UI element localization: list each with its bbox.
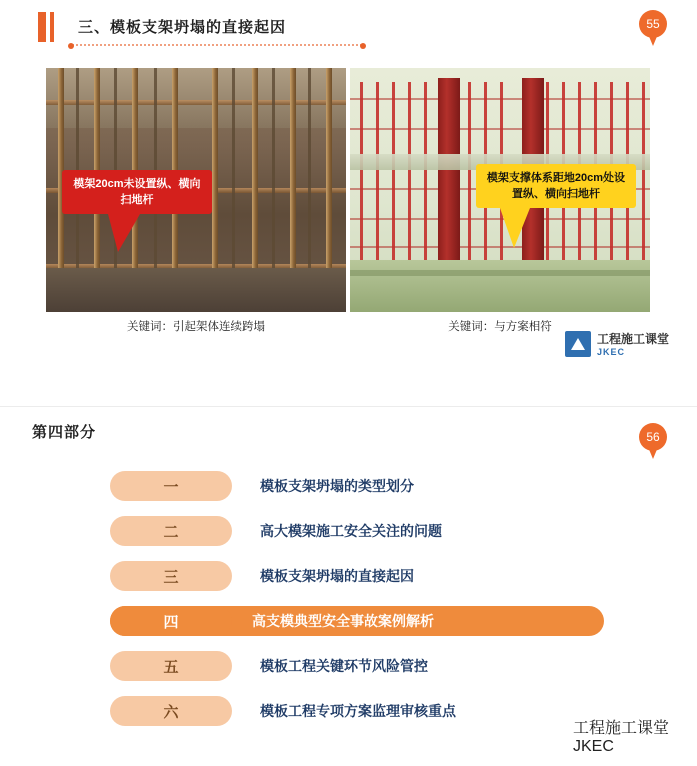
toc-number: 四 <box>110 606 232 636</box>
model-vertical-pole <box>468 82 471 272</box>
toc-label: 模板工程关键环节风险管控 <box>260 658 428 674</box>
scaffold-vertical-pole <box>326 68 332 278</box>
brand-abbreviation: JKEC <box>596 347 625 357</box>
page-number-pin-56 <box>639 423 667 459</box>
brand-logo-icon <box>565 331 591 357</box>
toc-number: 三 <box>110 561 232 591</box>
toc-item-5[interactable] <box>110 651 650 681</box>
toc-label: 高大模架施工安全关注的问题 <box>260 523 442 539</box>
photo-left-floor <box>46 268 346 312</box>
callout-right-arrow-icon <box>500 208 530 248</box>
brand-name: 工程施工课堂 <box>572 720 669 737</box>
model-vertical-pole <box>408 82 411 272</box>
toc-item-3[interactable] <box>110 561 650 591</box>
watermark-brand <box>565 330 669 357</box>
toc-number: 六 <box>110 696 232 726</box>
pin-tail-icon <box>648 447 658 459</box>
toc-label: 模板支架坍塌的类型划分 <box>260 478 414 494</box>
page-number-badge: 55 <box>639 10 667 38</box>
scaffold-vertical-pole <box>290 68 296 278</box>
title-accent-bar <box>38 12 54 42</box>
scaffold-thin-pole <box>272 68 275 298</box>
slide-table-of-contents <box>0 406 697 766</box>
photo-site-scaffolding <box>46 68 346 312</box>
scaffold-vertical-pole <box>212 68 218 278</box>
toc-number: 五 <box>110 651 232 681</box>
toc-label: 模板工程专项方案监理审核重点 <box>260 703 456 719</box>
brand-name: 工程施工课堂 <box>596 332 669 346</box>
brand-abbreviation: JKEC <box>572 738 614 755</box>
model-vertical-pole <box>392 82 395 272</box>
model-vertical-pole <box>424 82 427 272</box>
toc-label: 模板支架坍塌的直接起因 <box>260 568 414 584</box>
photo-left-wall <box>46 68 346 128</box>
watermark-brand-2 <box>567 715 669 756</box>
toc-item-2[interactable] <box>110 516 650 546</box>
model-column <box>438 78 460 278</box>
slide1-header <box>0 0 697 52</box>
callout-left <box>62 170 212 214</box>
title-underline-dotted <box>72 44 362 47</box>
slide-divider <box>0 390 697 406</box>
scaffold-horizontal-pole <box>46 100 346 105</box>
caption-right: 关键词：与方案相符 <box>448 321 552 333</box>
caption-left: 关键词：引起架体连续跨塌 <box>127 321 265 333</box>
callout-left-text: 模架20cm未设置纵、横向扫地杆 <box>62 170 212 214</box>
photo-bim-model <box>350 68 650 312</box>
toc-number: 二 <box>110 516 232 546</box>
model-vertical-pole <box>642 82 645 272</box>
toc-list <box>110 471 650 741</box>
model-vertical-pole <box>376 82 379 272</box>
page-number-badge: 56 <box>639 423 667 451</box>
model-vertical-pole <box>360 82 363 272</box>
scaffold-thin-pole <box>308 68 311 298</box>
callout-left-arrow-icon <box>108 214 140 252</box>
photo-comparison <box>46 68 650 312</box>
toc-item-4-active[interactable] <box>110 606 604 636</box>
scaffold-thin-pole <box>232 68 235 298</box>
page-number-pin-55 <box>639 10 667 46</box>
pin-tail-icon <box>648 34 658 46</box>
section-title: 第四部分 <box>32 424 97 441</box>
callout-right-text: 模架支撑体系距地20cm处设置纵、横向扫地杆 <box>476 164 636 208</box>
toc-number: 一 <box>110 471 232 501</box>
scaffold-vertical-pole <box>252 68 258 278</box>
callout-right <box>476 164 636 208</box>
page-title: 三、模板支架坍塌的直接起因 <box>78 19 287 36</box>
photo-right-ground <box>350 260 650 312</box>
toc-item-1[interactable] <box>110 471 650 501</box>
toc-label: 高支模典型安全事故案例解析 <box>252 613 434 629</box>
